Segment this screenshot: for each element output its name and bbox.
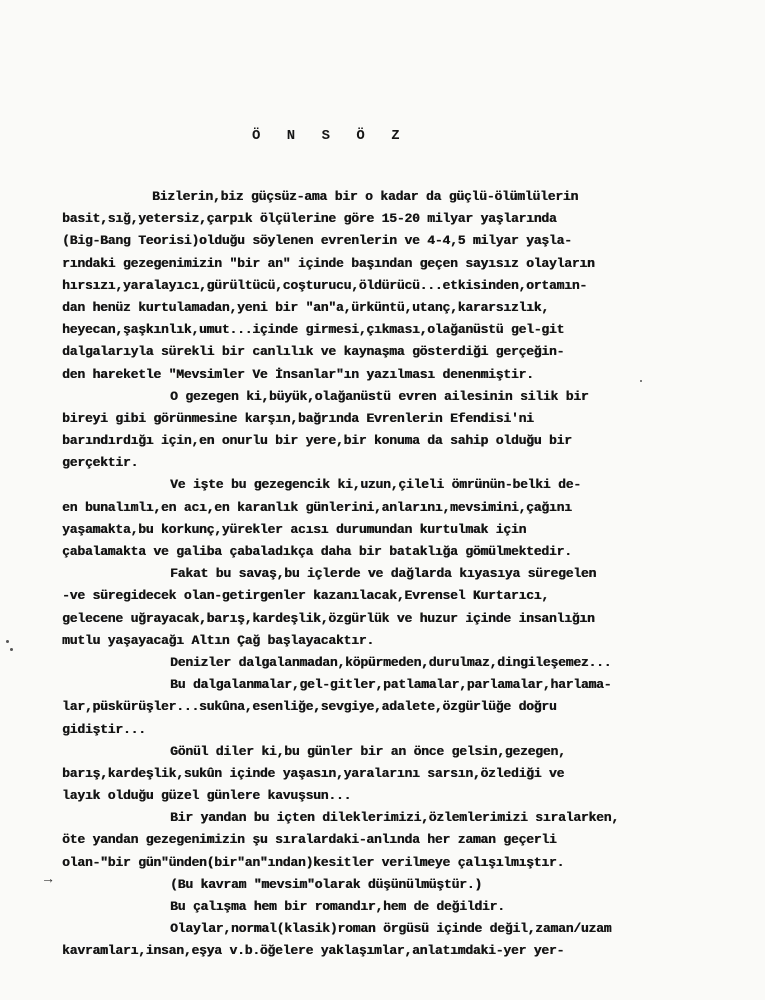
text-line: Gönül diler ki,bu günler bir an önce gelsin,gezegen, (170, 743, 566, 759)
text-line: Bu çalışma hem bir romandır,hem de değildir. (170, 899, 505, 914)
text-line: Fakat bu savaş,bu içlerde ve dağlarda kıyasıya süregelen (170, 566, 597, 582)
text-line: dan henüz kurtulamadan,yeni bir "an"a,ürküntü,utanç,kararsızlık, (62, 299, 549, 315)
text-line: yaşamakta,bu korkunç,yürekler acısı durumundan kurtulmak için (62, 521, 527, 537)
text-line: Bizlerin,biz güçsüz-ama bir o kadar da güçlü-ölümlülerin (152, 189, 579, 204)
margin-arrow-mark: → (44, 872, 53, 888)
text-line: hırsızı,yaralayıcı,gürültücü,coşturucu,öldürücü...etkisinden,ortamın- (62, 277, 587, 293)
scan-speck (640, 380, 642, 382)
document-body (62, 186, 730, 963)
text-line: gerçektir. (62, 455, 139, 471)
text-line: -ve süregidecek olan-getirgenler kazanılacak,Evrensel Kurtarıcı, (62, 588, 549, 604)
scan-speck (10, 648, 13, 651)
text-line: barındırdığı için,en onurlu bir yere,bir konuma da sahip olduğu bir (62, 433, 572, 449)
text-line: (Bu kavram "mevsim"olarak düşünülmüştür.) (170, 876, 482, 892)
scan-speck (6, 640, 9, 643)
text-line: layık olduğu güzel günlere kavuşsun... (62, 788, 352, 804)
text-line: mutlu yaşayacağı Altın Çağ başlayacaktır. (62, 632, 374, 648)
text-line: Olaylar,normal(klasik)roman örgüsü içinde değil,zaman/uzam (170, 921, 612, 937)
text-line: gelecene uğrayacak,barış,kardeşlik,özgürlük ve huzur içinde insanlığın (62, 610, 595, 626)
text-line: çabalamakta ve galiba çabaladıkça daha bir bataklığa gömülmektedir. (62, 544, 572, 559)
text-line: heyecan,şaşkınlık,umut...içinde girmesi,çıkması,olağanüstü gel-git (62, 322, 565, 338)
text-line: (Big-Bang Teorisi)olduğu söylenen evrenlerin ve 4-4,5 milyar yaşla- (62, 233, 572, 249)
text-line: gidiştir... (62, 721, 146, 737)
text-line: barış,kardeşlik,sukûn içinde yaşasın,yaralarını sarsın,özlediği ve (62, 765, 565, 781)
text-line: den hareketle "Mevsimler Ve İnsanlar"ın yazılması denenmiştir. (62, 366, 534, 382)
text-line: dalgalarıyla sürekli bir canlılık ve kaynaşma gösterdiği gerçeğin- (62, 344, 565, 360)
text-line: rındaki gezegenimizin "bir an" içinde başından geçen sayısız olayların (62, 255, 595, 271)
text-line: Ve işte bu gezegencik ki,uzun,çileli ömrünün-belki de- (170, 477, 581, 493)
text-line: olan-"bir gün"ünden(bir"an"ından)kesitler verilmeye çalışılmıştır. (62, 854, 565, 870)
text-line: Bu dalgalanmalar,gel-gitler,patlamalar,parlamalar,harlama- (170, 677, 612, 693)
text-line: O gezegen ki,büyük,olağanüstü evren ailesinin silik bir (170, 388, 589, 404)
text-line: bireyi gibi görünmesine karşın,bağrında Evrenlerin Efendisi'ni (62, 410, 534, 426)
text-line: öte yandan gezegenimizin şu sıralardaki-anlında her zaman geçerli (62, 832, 557, 848)
text-line: basit,sığ,yetersiz,çarpık ölçülerine göre 15-20 milyar yaşlarında (62, 211, 557, 227)
text-line: kavramları,insan,eşya v.b.öğelere yaklaşımlar,anlatımdaki-yer yer- (62, 943, 565, 959)
document-title: Ö N S Ö Z (252, 128, 409, 144)
text-line: Denizler dalgalanmadan,köpürmeden,durulmaz,dingileşemez... (170, 654, 612, 670)
text-line: lar,püskürüşler...sukûna,esenliğe,sevgiye,adalete,özgürlüğe doğru (62, 699, 557, 715)
text-line: Bir yandan bu içten dileklerimizi,özlemlerimizi sıralarken, (170, 810, 619, 826)
text-line: en bunalımlı,en acı,en karanlık günlerini,anlarını,mevsimini,çağını (62, 499, 572, 515)
